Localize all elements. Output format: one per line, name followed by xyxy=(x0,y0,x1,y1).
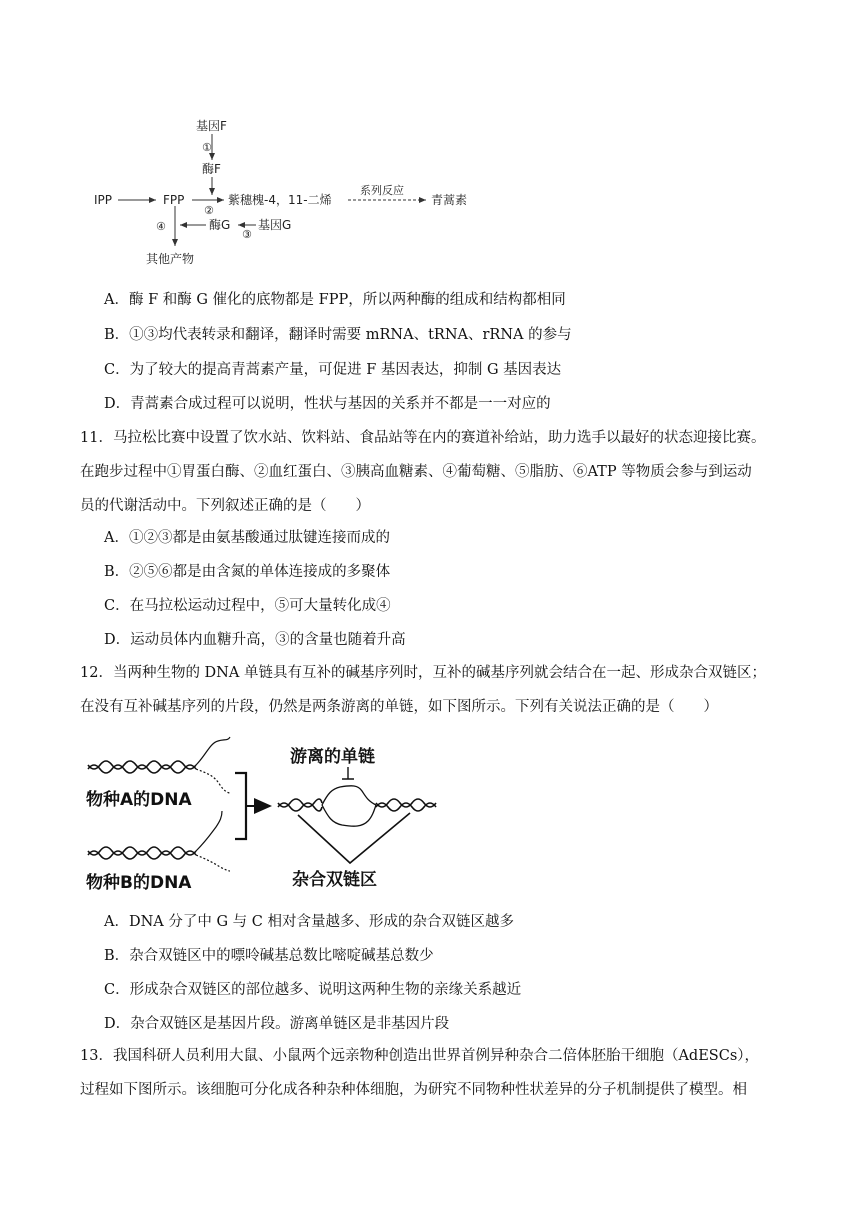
bracket xyxy=(235,773,246,839)
step1-label: ① xyxy=(202,141,212,154)
enzyme-f-label: 酶F xyxy=(202,162,221,176)
q11-option-c: C．在马拉松运动过程中，⑤可大量转化成④ xyxy=(104,598,391,614)
ipp-label: IPP xyxy=(94,193,113,207)
species-b-label: 物种B的DNA xyxy=(86,873,192,893)
q10-option-b: B．①③均代表转录和翻译，翻译时需要 mRNA、tRNA、rRNA 的参与 xyxy=(104,327,572,343)
q10-option-d: D．青蒿素合成过程可以说明，性状与基因的关系并不都是一一对应的 xyxy=(104,396,551,412)
other-products-label: 其他产物 xyxy=(146,252,195,266)
pathway-figure xyxy=(90,110,490,270)
q12-option-d: D．杂合双链区是基因片段。游离单链区是非基因片段 xyxy=(104,1016,450,1032)
dna-hybrid-figure xyxy=(80,735,460,895)
q12-option-c: C．形成杂合双链区的部位越多、说明这两种生物的亲缘关系越近 xyxy=(104,982,522,998)
gene-f-label: 基因F xyxy=(196,119,227,133)
hybrid-pointer xyxy=(298,813,410,863)
q11-option-d: D．运动员体内血糖升高，③的含量也随着升高 xyxy=(104,632,406,648)
q12-stem-line2: 在没有互补碱基序列的片段，仍然是两条游离的单链，如下图所示。下列有关说法正确的是（ ） xyxy=(80,699,718,715)
step3-label: ③ xyxy=(242,228,252,241)
gene-g-label: 基因G xyxy=(258,218,292,232)
fpp-label: FPP xyxy=(163,193,185,207)
reaction-label: 系列反应 xyxy=(360,184,404,197)
amorpha-label: 紫穗槐-4，11-二烯 xyxy=(228,193,332,207)
q11-stem-line1: 11．马拉松比赛中设置了饮水站、饮料站、食品站等在内的赛道补给站，助力选手以最好的状态迎接比赛。 xyxy=(80,430,766,446)
q11-option-b: B．②⑤⑥都是由含氮的单体连接成的多聚体 xyxy=(104,564,391,580)
step2-label: ② xyxy=(204,204,214,217)
free-strand-pointer xyxy=(342,767,354,779)
species-b-helix xyxy=(88,811,230,871)
artemisinin-label: 青蒿素 xyxy=(431,193,468,207)
step4-label: ④ xyxy=(156,220,166,233)
hybrid-region-label: 杂合双链区 xyxy=(292,870,377,890)
enzyme-g-label: 酶G xyxy=(209,218,231,232)
q11-stem-line2: 在跑步过程中①胃蛋白酶、②血红蛋白、③胰高血糖素、④葡萄糖、⑤脂肪、⑥ATP 等物质会参与到运动 xyxy=(80,464,752,480)
q10-option-a: A．酶 F 和酶 G 催化的底物都是 FPP，所以两种酶的组成和结构都相同 xyxy=(104,292,566,308)
q13-stem-line2: 过程如下图所示。该细胞可分化成各种杂种体细胞，为研究不同物种性状差异的分子机制提供了模型。相 xyxy=(80,1082,747,1098)
hybrid-helix xyxy=(278,786,436,826)
q13-stem-line1: 13．我国科研人员利用大鼠、小鼠两个远亲物种创造出世界首例异种杂合二倍体胚胎干细胞（AdESCs）， xyxy=(80,1048,760,1064)
q11-option-a: A．①②③都是由氨基酸通过肽键连接而成的 xyxy=(104,530,390,546)
q12-stem-line1: 12．当两种生物的 DNA 单链具有互补的碱基序列时，互补的碱基序列就会结合在一起、形成杂合双链区； xyxy=(80,665,766,681)
q12-option-a: A．DNA 分了中 G 与 C 相对含量越多、形成的杂合双链区越多 xyxy=(104,914,514,930)
q10-option-c: C．为了较大的提高青蒿素产量，可促进 F 基因表达，抑制 G 基因表达 xyxy=(104,362,562,378)
species-a-helix xyxy=(88,737,230,793)
species-a-label: 物种A的DNA xyxy=(86,790,192,810)
free-strand-label: 游离的单链 xyxy=(290,747,375,767)
q12-option-b: B．杂合双链区中的嘌呤碱基总数比嘧啶碱基总数少 xyxy=(104,948,434,964)
q11-stem-line3: 员的代谢活动中。下列叙述正确的是（ ） xyxy=(80,498,370,514)
